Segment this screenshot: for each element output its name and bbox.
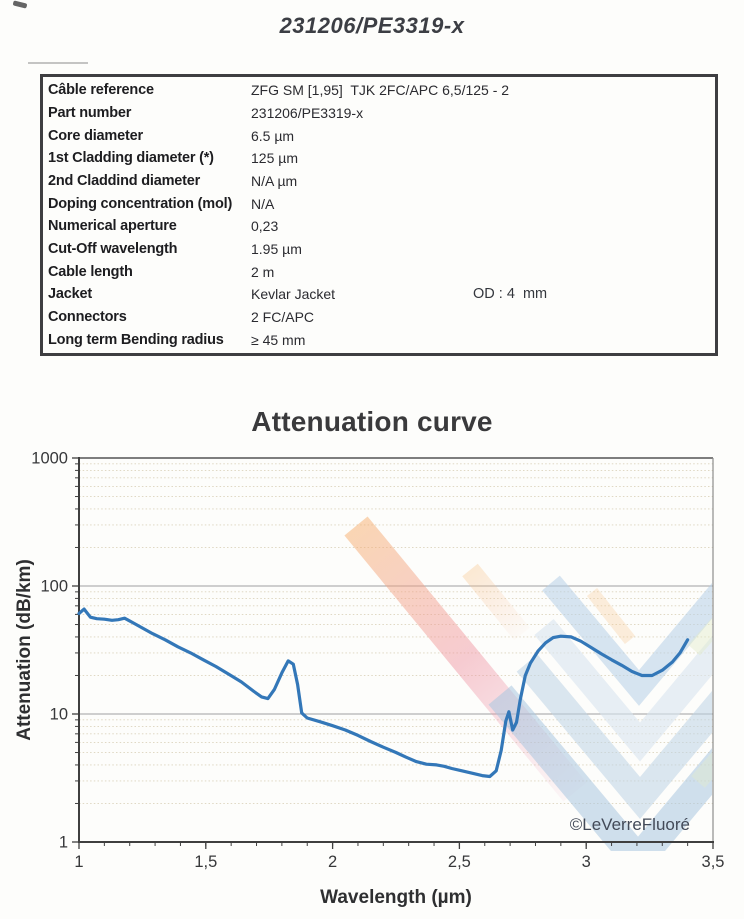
spec-label: Cable length xyxy=(48,263,133,280)
spec-value: 1.95 µm xyxy=(251,240,302,257)
x-tick-label: 3 xyxy=(581,853,591,871)
watermark-logo xyxy=(356,526,744,860)
spec-label: Doping concentration (mol) xyxy=(48,195,233,212)
spec-value: ZFG SM [1,95] TJK 2FC/APC 6,5/125 - 2 xyxy=(251,82,510,99)
spec-value: N/A xyxy=(251,195,275,212)
copyright-text: ©LeVerreFluoré xyxy=(569,815,690,834)
spec-row xyxy=(43,125,715,147)
spec-value: ≥ 45 mm xyxy=(251,331,306,348)
spec-label: Long term Bending radius xyxy=(48,331,224,348)
watermark-stripe xyxy=(470,570,522,634)
spec-label: Core diameter xyxy=(48,127,143,144)
spec-row xyxy=(43,170,715,192)
spec-value: 6.5 µm xyxy=(251,127,295,144)
y-tick-label: 1 xyxy=(58,833,68,852)
spec-label: Part number xyxy=(48,104,132,121)
x-tick-label: 1,5 xyxy=(194,853,218,871)
scan-artifact-smudge xyxy=(28,62,88,64)
y-tick-label: 100 xyxy=(40,577,68,596)
spec-label: Câble reference xyxy=(48,82,154,99)
x-tick-label: 1 xyxy=(74,853,84,871)
spec-row xyxy=(43,306,715,328)
spec-value: 125 µm xyxy=(251,150,298,167)
y-axis-label: Attenuation (dB/km) xyxy=(14,559,35,741)
y-tick-label: 1000 xyxy=(31,450,68,468)
spec-row xyxy=(43,215,715,237)
spec-label: Numerical aperture xyxy=(48,218,177,235)
spec-value: 2 m xyxy=(251,263,275,280)
spec-row xyxy=(43,283,715,305)
spec-value: 2 FC/APC xyxy=(251,308,315,325)
spec-value: Kevlar Jacket xyxy=(251,286,336,303)
spec-label: Cut-Off wavelength xyxy=(48,240,178,257)
chart-title: Attenuation curve xyxy=(251,406,493,437)
spec-row xyxy=(43,193,715,215)
spec-label: Jacket xyxy=(48,286,92,303)
x-tick-label: 2,5 xyxy=(447,853,471,871)
spec-value: 0,23 xyxy=(251,218,279,235)
attenuation-chart xyxy=(0,450,744,919)
scan-artifact-dash xyxy=(13,0,28,8)
page-title: 231206/PE3319-x xyxy=(279,13,465,38)
x-tick-label: 3,5 xyxy=(701,853,725,871)
spec-row xyxy=(43,238,715,260)
spec-table xyxy=(40,74,718,356)
spec-label: 2nd Claddind diameter xyxy=(48,172,201,189)
spec-label: Connectors xyxy=(48,308,127,325)
spec-value: N/A µm xyxy=(251,172,298,189)
x-tick-label: 2 xyxy=(328,853,338,871)
spec-row xyxy=(43,261,715,283)
spec-extra: OD : 4 mm xyxy=(473,286,548,303)
spec-row xyxy=(43,79,715,101)
spec-row xyxy=(43,147,715,169)
spec-row xyxy=(43,329,715,351)
y-tick-label: 10 xyxy=(49,705,68,724)
x-axis-label: Wavelength (µm) xyxy=(320,887,472,908)
spec-value: 231206/PE3319-x xyxy=(251,104,364,121)
spec-row xyxy=(43,102,715,124)
spec-label: 1st Cladding diameter (*) xyxy=(48,150,214,167)
